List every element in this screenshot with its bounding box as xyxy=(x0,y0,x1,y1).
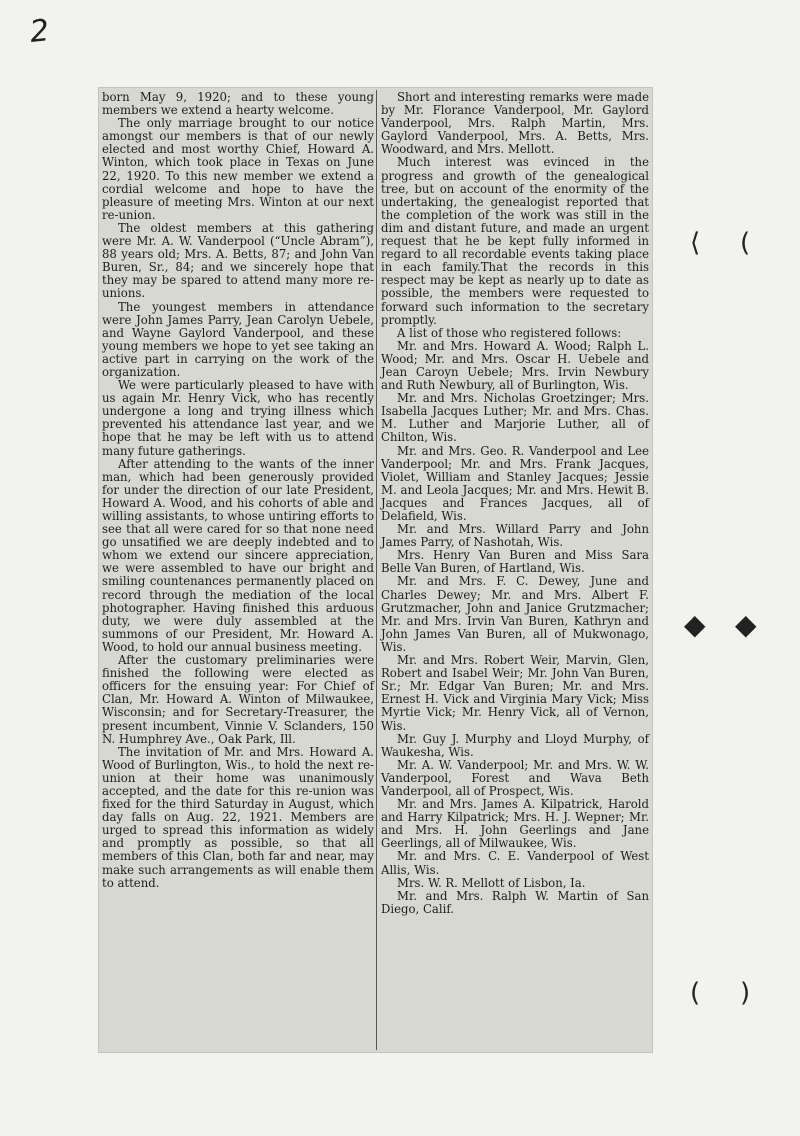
registrant-entry: Mr. and Mrs. Robert Weir, Marvin, Glen, Robert and Isabel Weir; Mr. John Van Buren, Sr.; Mr. Edgar Van Buren; Mr. and Mrs. Ernest H. Vick and Virginia Mary Vick; Miss Myrtie Vick; Mr. Henry Vick, all of Vernon, Wis. xyxy=(381,653,649,733)
newspaper-clipping xyxy=(99,88,652,1052)
registrant-entry: Mr. and Mrs. Howard A. Wood; Ralph L. Wood; Mr. and Mrs. Oscar H. Uebele and Jean Caroyn Uebele; Mrs. Irvin Newbury and Ruth Newbury, all of Burlington, Wis. xyxy=(381,338,649,393)
punch-hole-icon: ◆ xyxy=(735,608,757,641)
paragraph: born May 9, 1920; and to these young members we extend a hearty welcome. xyxy=(102,90,374,118)
paragraph: A list of those who registered follows: xyxy=(397,325,622,340)
paragraph: The youngest members in attendance were John James Parry, Jean Carolyn Uebele, and Wayne Gaylord Vanderpool, and these young members we hope to yet see taking an active part in carrying on the work of the organization. xyxy=(102,299,374,379)
registrant-entry: Mr. A. W. Vanderpool; Mr. and Mrs. W. W. Vanderpool, Forest and Wava Beth Vanderpool, all of Prospect, Wis. xyxy=(381,757,649,798)
paragraph: The only marriage brought to our notice amongst our members is that of our newly elected and most worthy Chief, Howard A. Winton, which took place in Texas on June 22, 1920. To this new member we extend a cordial welcome and hope to have the pleasure of meeting Mrs. Winton at our next re-union. xyxy=(102,116,374,222)
registrant-entry: Mr. and Mrs. Nicholas Groetzinger; Mrs. Isabella Jacques Luther; Mr. and Mrs. Chas. M. Luther and Marjorie Luther, all of Chilton, Wis. xyxy=(381,391,649,445)
left-column xyxy=(102,91,374,890)
right-column xyxy=(381,91,649,916)
registrant-entry: Mr. and Mrs. C. E. Vanderpool of West Allis, Wis. xyxy=(381,849,649,877)
binder-mark-icon: ⟨ xyxy=(690,228,701,258)
registrant-entry: Mrs. W. R. Mellott of Lisbon, Ia. xyxy=(397,875,586,890)
registrant-entry: Mr. Guy J. Murphy and Lloyd Murphy, of Waukesha, Wis. xyxy=(381,731,649,759)
binder-mark-icon: ) xyxy=(740,978,751,1008)
registrant-entry: Mr. and Mrs. F. C. Dewey, June and Charles Dewey; Mr. and Mrs. Albert F. Grutzmacher, John and Janice Grutzmacher; Mr. and Mrs. Irvin Van Buren, Kathryn and John James Van Buren, all of Mukwonago, Wis. xyxy=(381,574,649,654)
paragraph: Short and interesting remarks were made by Mr. Florance Vanderpool, Mr. Gaylord Vanderpool, Mrs. Ralph Martin, Mrs. Gaylord Vanderpool, Mrs. A. Betts, Mrs. Woodward, and Mrs. Mellott. xyxy=(381,90,649,157)
binder-mark-icon: ( xyxy=(690,978,701,1008)
registrant-entry: Mr. and Mrs. Ralph W. Martin of San Diego, Calif. xyxy=(381,888,649,916)
registrant-entry: Mr. and Mrs. James A. Kilpatrick, Harold and Harry Kilpatrick; Mrs. H. J. Wepner; Mr. and Mrs. H. John Geerlings and Jane Geerlings, all of Milwaukee, Wis. xyxy=(381,797,649,851)
paragraph: We were particularly pleased to have with us again Mr. Henry Vick, who has recently undergone a long and trying illness which prevented his attendance last year, and we hope that he may be left with us to attend many future gatherings. xyxy=(102,378,374,458)
paragraph: The invitation of Mr. and Mrs. Howard A. Wood of Burlington, Wis., to hold the next re-union at their home was unanimously accepted, and the date for this re-union was fixed for the third Saturday in August, which day falls on Aug. 22, 1921. Members are urged to spread this information as widely and promptly as possible, so that all members of this Clan, both far and near, may make such arrangements as will enable them to attend. xyxy=(102,744,374,890)
registrant-entry: Mrs. Henry Van Buren and Miss Sara Belle Van Buren, of Hartland, Wis. xyxy=(381,548,649,576)
paragraph: After attending to the wants of the inner man, which had been generously provided for under the direction of our late President, Howard A. Wood, and his cohorts of able and willing assistants, to whose untiring efforts to see that all were cared for so that none need go unsatified we are deeply indebted and to whom we extend our sincere appreciation, we were assembled to have our bright and smiling countenances permanently placed on record through the mediation of the local photographer. Having finished this arduous duty, we were duly assembled at the summons of our President, Mr. Howard A. Wood, to hold our annual business meeting. xyxy=(102,456,374,654)
binder-mark-icon: ( xyxy=(740,228,751,258)
paragraph: Much interest was evinced in the progress and growth of the genealogical tree, but on account of the enormity of the undertaking, the genealogist reported that the completion of the work was still in the dim and distant future, and made an urgent request that he be kept fully informed in regard to all recordable events taking place in each family.That the records in this respect may be kept as nearly up to date as possible, the members were requested to forward such information to the secretary promptly. xyxy=(381,155,649,327)
page-number: 2 xyxy=(28,13,51,50)
punch-hole-icon: ◆ xyxy=(684,608,706,641)
registrant-entry: Mr. and Mrs. Geo. R. Vanderpool and Lee Vanderpool; Mr. and Mrs. Frank Jacques, Violet, William and Stanley Jacques; Jessie M. and Leola Jacques; Mr. and Mrs. Hewit B. Jacques and Frances Jacques, all of Delafield, Wis. xyxy=(381,443,649,523)
paragraph: The oldest members at this gathering were Mr. A. W. Vanderpool (“Uncle Abram”), 88 years old; Mrs. A. Betts, 87; and John Van Buren, Sr., 84; and we sincerely hope that they may be spared to attend many more re-unions. xyxy=(102,220,374,301)
registrant-entry: Mr. and Mrs. Willard Parry and John James Parry, of Nashotah, Wis. xyxy=(381,522,649,550)
paragraph: After the customary preliminaries were finished the following were elected as officers for the ensuing year: For Chief of Clan, Mr. Howard A. Winton of Milwaukee, Wisconsin; and for Secretary-Treasurer, the present incumbent, Vinnie V. Sclanders, 150 N. Humphrey Ave., Oak Park, Ill. xyxy=(102,653,374,746)
column-divider xyxy=(376,90,377,1050)
